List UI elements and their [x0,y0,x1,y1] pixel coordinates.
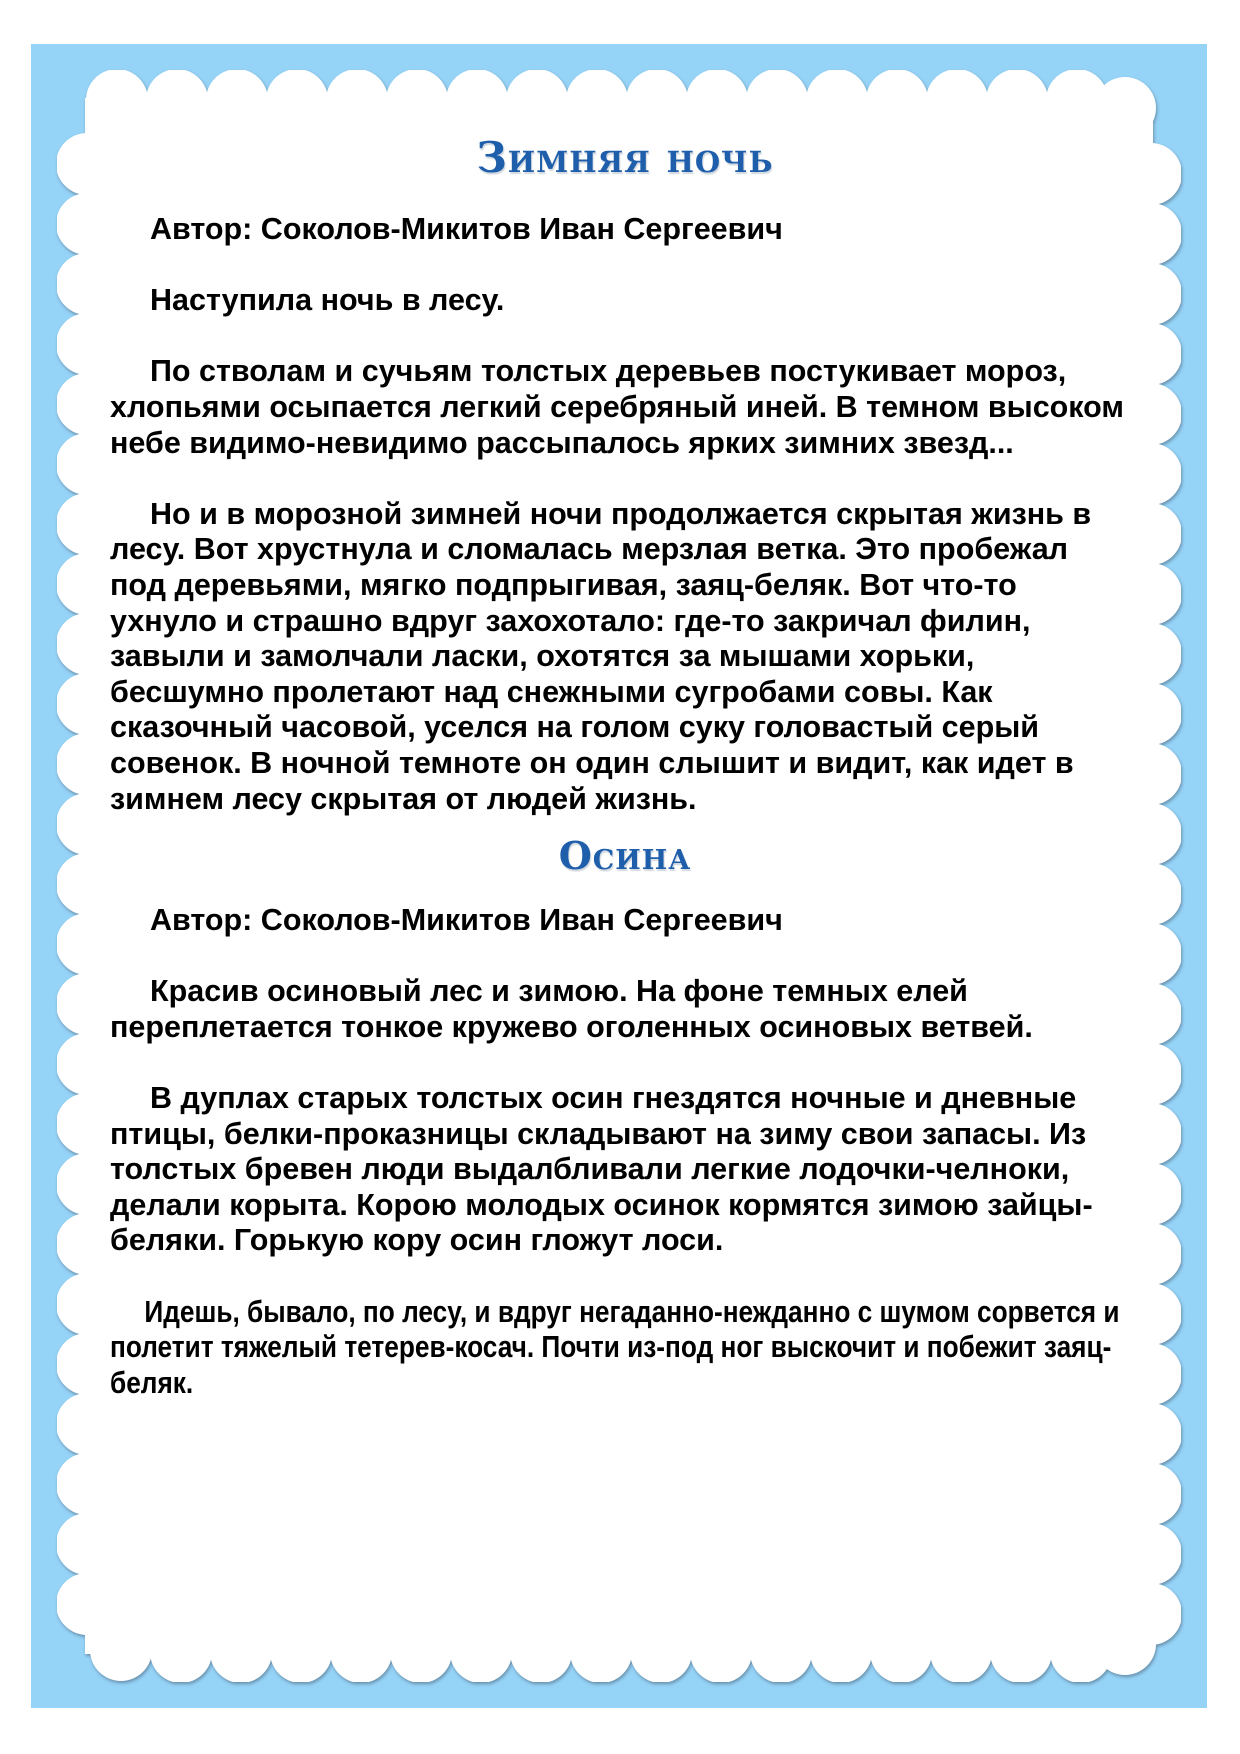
document-content [110,128,1130,1401]
story-winter-night [110,128,1130,817]
story-paragraph: Наступила ночь в лесу. [150,283,505,318]
story-paragraph: В дуплах старых толстых осин гнездятся ночные и дневные птицы, белки-проказницы складывают на зиму свои запасы. Из толстых бревен люди выдалбливали легкие лодочки-челноки, делали корыта. Корою молодых осинок кормятся зимою зайцы-беляки. Горькую кору осин гложут лоси. [110,1081,1093,1258]
story-paragraph: По стволам и сучьям толстых деревьев постукивает мороз, хлопьями осыпается легкий серебряный иней. В темном высоком небе видимо-невидимо рассыпалось ярких зимних звезд... [110,354,1124,460]
story-title: Осина [558,833,692,879]
story-aspen [110,831,1130,1401]
story-author: Автор: Соколов-Микитов Иван Сергеевич [150,212,783,246]
story-paragraph: Идешь, бывало, по лесу, и вдруг негаданно-нежданно с шумом сорвется и полетит тяжелый тетерев-косач. Почти из-под ног выскочит и побежит заяц-беляк. [110,1294,1120,1400]
story-title: Зимняя ночь [476,133,774,182]
story-author: Автор: Соколов-Микитов Иван Сергеевич [150,903,783,938]
story-paragraph: Красив осиновый лес и зимою. На фоне темных елей переплетается тонкое кружево оголенных осиновых ветвей. [110,974,1033,1044]
story-paragraph: Но и в морозной зимней ночи продолжается скрытая жизнь в лесу. Вот хрустнула и сломалась мерзлая ветка. Это пробежал под деревьями, мягко подпрыгивая, заяц-беляк. Вот что-то ухнуло и страшно вдруг захохотало: где-то закричал филин, завыли и замолчали ласки, охотятся за мышами хорьки, бесшумно пролетают над снежными сугробами совы. Как сказочный часовой, уселся на голом суку головастый серый совенок. В ночной темноте он один слышит и видит, как идет в зимнем лесу скрытая от людей жизнь. [110,496,1092,816]
